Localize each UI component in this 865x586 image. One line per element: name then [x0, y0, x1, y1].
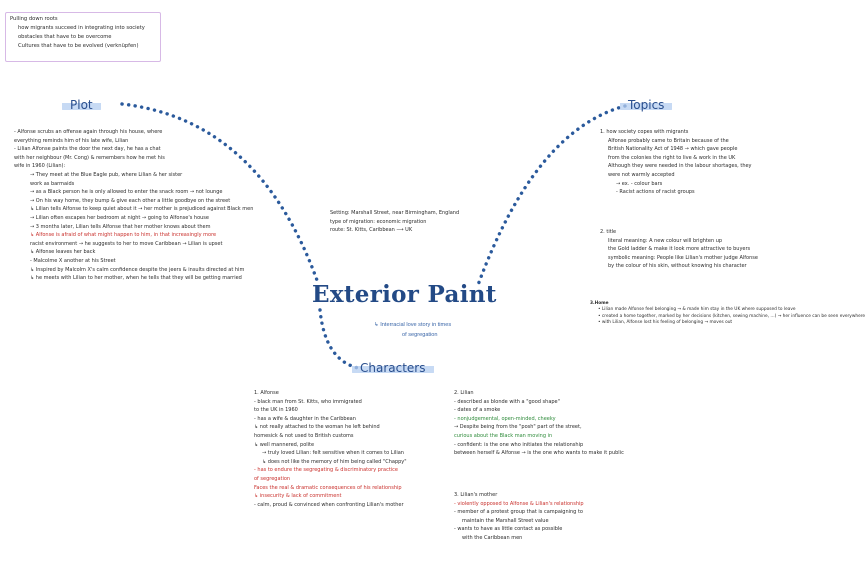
plot-line: - Lilian Alfonse paints the door the next day, he has a chat — [14, 146, 161, 153]
topics-line: Although they were needed in the labour shortages, they — [608, 163, 752, 170]
plot-line: everything reminds him of his late wife, Lilian — [14, 137, 129, 144]
plot-line: ↳ Alfonse leaves her back — [30, 249, 96, 256]
subtitle-line: ↳ Interracial love story in times — [374, 322, 452, 328]
topics-line: were not warmly accepted — [608, 171, 675, 178]
topics-line: from the colonies the right to live & work in the UK — [608, 154, 736, 161]
alfonse-line: - has a wife & daughter in the Caribbean — [254, 415, 356, 422]
plot-line: → On his way home, they bump & give each other a little goodbye on the street — [30, 197, 231, 204]
setting-line: route: St. Kitts, Caribbean ⟶ UK — [330, 227, 413, 234]
title-meaning-section — [600, 228, 758, 271]
plot-line: ↳ Lilian tells Alfonse to keep quiet about it → her mother is prejudiced against Black men — [30, 206, 254, 213]
plot-line: ↳ Inspired by Malcolm X's calm confidence despite the jeers & insults directed at him — [30, 266, 245, 273]
page-title: Exterior Paint — [312, 281, 497, 308]
home-bullet-text: created a home together, marked by her decisions (kitchen, sewing machine, …) → her influence can be seen everywhere — [601, 313, 865, 319]
setting-line: Setting: Marshall Street, near Birmingham, England — [330, 210, 460, 216]
topics-line: British Nationality Act of 1948 → which gave people — [608, 146, 738, 153]
alfonse-line: ↳ not really attached to the woman he left behind — [254, 424, 380, 431]
subtitle — [374, 320, 451, 340]
topics-heading: Topics — [620, 98, 672, 112]
mother-line: maintain the Marshall Street value — [462, 517, 549, 524]
topics-line: → ex. - colour bars — [616, 180, 663, 187]
plot-line: work as barmaids — [30, 180, 75, 187]
home-section — [590, 301, 865, 327]
intro-note — [5, 12, 161, 62]
plot-line: wife in 1960 (Lilian): — [14, 163, 66, 170]
home-bullet: • Lilian made Alfonse feel belonging → & made him stay in the UK where supposed to leave — [598, 307, 796, 313]
title-meaning-line: by the colour of his skin, without knowing his character — [608, 263, 747, 270]
subtitle-line: of segregation — [402, 332, 438, 338]
alfonse-section — [254, 389, 407, 509]
lilian-line: - confident: is the one who initiates the relationship — [454, 441, 584, 448]
mother-line: - member of a protest group that is campaigning to — [454, 509, 583, 516]
title-meaning-line: the Gold ladder & make it look more attractive to buyers — [608, 246, 751, 253]
lilian-line: - dates of a smoke — [454, 407, 501, 414]
note-line: how migrants succeed in integrating into society — [18, 25, 145, 31]
plot-line: ↳ he meets with Lilian to her mother, when he tells that they will be getting married — [30, 275, 242, 282]
note-line: Cultures that have to be evolved (verknüpfen) — [18, 43, 139, 49]
topics-section — [600, 128, 752, 197]
alfonse-line: Faces the real & dramatic consequences of his relationship — [254, 484, 402, 491]
mother-line: with the Caribbean men — [462, 534, 523, 541]
title-meaning-line: symbolic meaning: People like Lilian's mother judge Alfonse — [608, 254, 758, 261]
plot-section — [14, 128, 253, 283]
home-bullet: • created a home together, marked by her decisions (kitchen, sewing machine, …) → her influence can be seen everywhere — [598, 313, 865, 319]
alfonse-line: ↳ well mannered, polite — [254, 441, 315, 448]
alfonse-line: of segregation — [254, 475, 291, 482]
plot-line: → They meet at the Blue Eagle pub, where Lilian & her sister — [30, 171, 183, 178]
note-line: obstacles that have to be overcome — [18, 34, 112, 40]
alfonse-line: → truly loved Lilian: felt sensitive when it comes to Lilian — [262, 450, 404, 457]
home-bullet-text: Lilian made Alfonse feel belonging → & made him stay in the UK where supposed to leave — [601, 307, 796, 313]
characters-heading: Characters — [352, 361, 434, 375]
alfonse-line: - calm, proud & convinced when confronting Lilian's mother — [254, 501, 404, 508]
plot-line: → 3 months later, Lilian tells Alfonse that her mother knows about them — [30, 223, 211, 230]
alfonse-line: ↳ insecurity & lack of commitment — [254, 493, 342, 500]
plot-line: → as a Black person he is only allowed to enter the snack room → not lounge — [30, 189, 223, 196]
mother-section — [454, 491, 584, 543]
title-meaning-line: 2. title — [600, 229, 617, 235]
plot-line: → Lilian often escapes her bedroom at night → going to Alfonse's house — [30, 214, 209, 221]
alfonse-line: to the UK in 1960 — [254, 407, 298, 414]
plot-line: with her neighbour (Mr. Cong) & remembers how he met his — [14, 154, 165, 161]
lilian-line: - nonjudgemental, open-minded, cheeky — [454, 415, 556, 422]
alfonse-line: - has to endure the segregating & discriminatory practice — [254, 467, 399, 474]
plot-line: racist environment → he suggests to her to move Caribbean → Lilian is upset — [30, 240, 223, 247]
topics-line: Alfonse probably came to Britain because of the — [608, 137, 729, 144]
home-heading: 3.Home — [590, 301, 609, 306]
lilian-line: → Despite being from the "posh" part of the street, — [454, 424, 582, 431]
topics-line: - Racist actions of racist groups — [616, 189, 695, 196]
setting-line: type of migration: economic migration — [330, 218, 427, 225]
title-meaning-line: literal meaning: A new colour will brighten up — [608, 237, 723, 244]
plot-line: - Malcolme X another at his Street — [30, 257, 116, 264]
mother-line: - violently opposed to Alfonse & Lilian's relationship — [454, 500, 584, 507]
mother-line: 3. Lilian's mother — [454, 492, 498, 498]
lilian-line: curious about the Black man moving in — [454, 432, 553, 439]
home-bullet-text: with Lilian, Alfonse lost his feeling of belonging → moves out — [601, 320, 733, 326]
plot-heading: Plot — [62, 98, 101, 112]
home-bullet: • with Lilian, Alfonse lost his feeling of belonging → moves out — [598, 320, 733, 326]
setting-block — [330, 209, 459, 235]
lilian-line: between herself & Alfonse → is the one who wants to make it public — [454, 450, 624, 457]
alfonse-line: homesick & not used to British customs — [254, 432, 354, 439]
lilian-section — [454, 389, 624, 458]
topics-line: 1. how society copes with migrants — [600, 129, 689, 135]
alfonse-line: 1. Alfonse — [254, 390, 279, 396]
mother-line: - wants to have as little contact as possible — [454, 526, 563, 533]
connector-characters — [320, 310, 358, 368]
alfonse-line: - black man from St. Kitts, who immigrated — [254, 398, 362, 405]
plot-line: - Alfonse scrubs an offense again through his house, where — [14, 129, 163, 135]
lilian-line: - described as blonde with a "good shape" — [454, 398, 560, 405]
lilian-line: 2. Lilian — [454, 390, 474, 396]
note-line: Pulling down roots — [10, 16, 58, 22]
alfonse-line: ↳ does not like the memory of him being called "Chappy" — [262, 458, 407, 465]
plot-line: ↳ Alfonse is afraid of what might happen to him, in that increasingly more — [30, 232, 217, 239]
